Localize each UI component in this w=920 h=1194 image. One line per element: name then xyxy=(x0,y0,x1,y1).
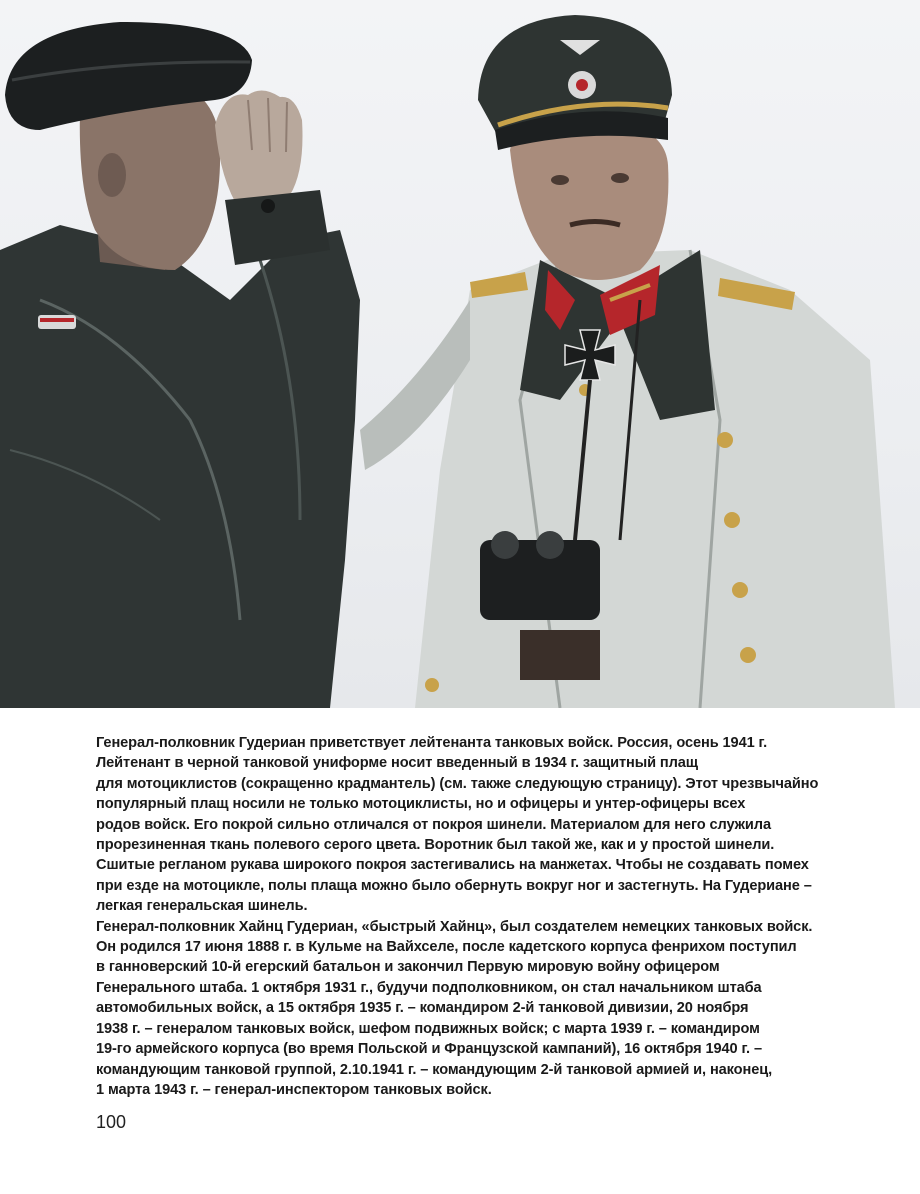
caption-line: для мотоциклистов (сокращенно крадмантель) (см. также следующую страницу). Этот чрезвычайно xyxy=(96,775,819,792)
caption-line: 1 марта 1943 г. – генерал-инспектором танковых войск. xyxy=(96,1081,492,1098)
caption-line: Он родился 17 июня 1888 г. в Кульме на Вайхселе, после кадетского корпуса фенрихом поступил xyxy=(96,939,797,956)
black-coat xyxy=(0,225,360,708)
caption-line: Генерал-полковник Гудериан приветствует лейтенанта танковых войск. Россия, осень 1941 г. xyxy=(96,735,768,751)
caption-line: в ганноверский 10-й егерский батальон и закончил Первую мировую войну офицером xyxy=(96,959,720,976)
lieutenant-figure xyxy=(0,22,360,708)
caption-line: при езде на мотоцикле, полы плаща можно было обернуть вокруг ног и застегнуть. На Гудериане – xyxy=(96,877,812,894)
caption-line: Генерального штаба. 1 октября 1931 г., будучи подполковником, он стал начальником штаба xyxy=(96,979,762,996)
caption-line: Генерал-полковник Хайнц Гудериан, «быстрый Хайнц», был создателем немецких танковых войск. xyxy=(96,918,813,935)
caption-line: популярный плащ носили не только мотоциклисты, но и офицеры и унтер-офицеры всех xyxy=(96,796,746,813)
saluting-hand xyxy=(215,90,303,210)
general-figure xyxy=(360,15,895,708)
caption-line: прорезиненная ткань полевого серого цвета. Воротник был такой же, как и у простой шинели. xyxy=(96,837,775,854)
caption-line: родов войск. Его покрой сильно отличался от покроя шинели. Материалом для него служила xyxy=(96,816,771,833)
caption-line: 1938 г. – генералом танковых войск, шефом подвижных войск; с марта 1939 г. – командиром xyxy=(96,1020,760,1037)
caption-line: легкая генеральская шинель. xyxy=(96,898,308,915)
caption-text xyxy=(96,733,886,1100)
caption-line: Сшитые регланом рукава широкого покроя застегивались на манжетах. Чтобы не создавать помех xyxy=(96,857,809,874)
caption-line: Лейтенант в черной танковой униформе носит введенный в 1934 г. защитный плащ xyxy=(96,755,699,772)
caption-line: 19-го армейского корпуса (во время Польской и Французской кампаний), 16 октября 1940 г. – xyxy=(96,1041,762,1058)
caption-line: командующим танковой группой, 2.10.1941 г. – командующим 2-й танковой армией и, наконец, xyxy=(96,1061,773,1078)
caption-line: автомобильных войск, а 15 октября 1935 г. – командиром 2-й танковой дивизии, 20 ноября xyxy=(96,1000,749,1017)
page-number: 100 xyxy=(96,1112,127,1132)
